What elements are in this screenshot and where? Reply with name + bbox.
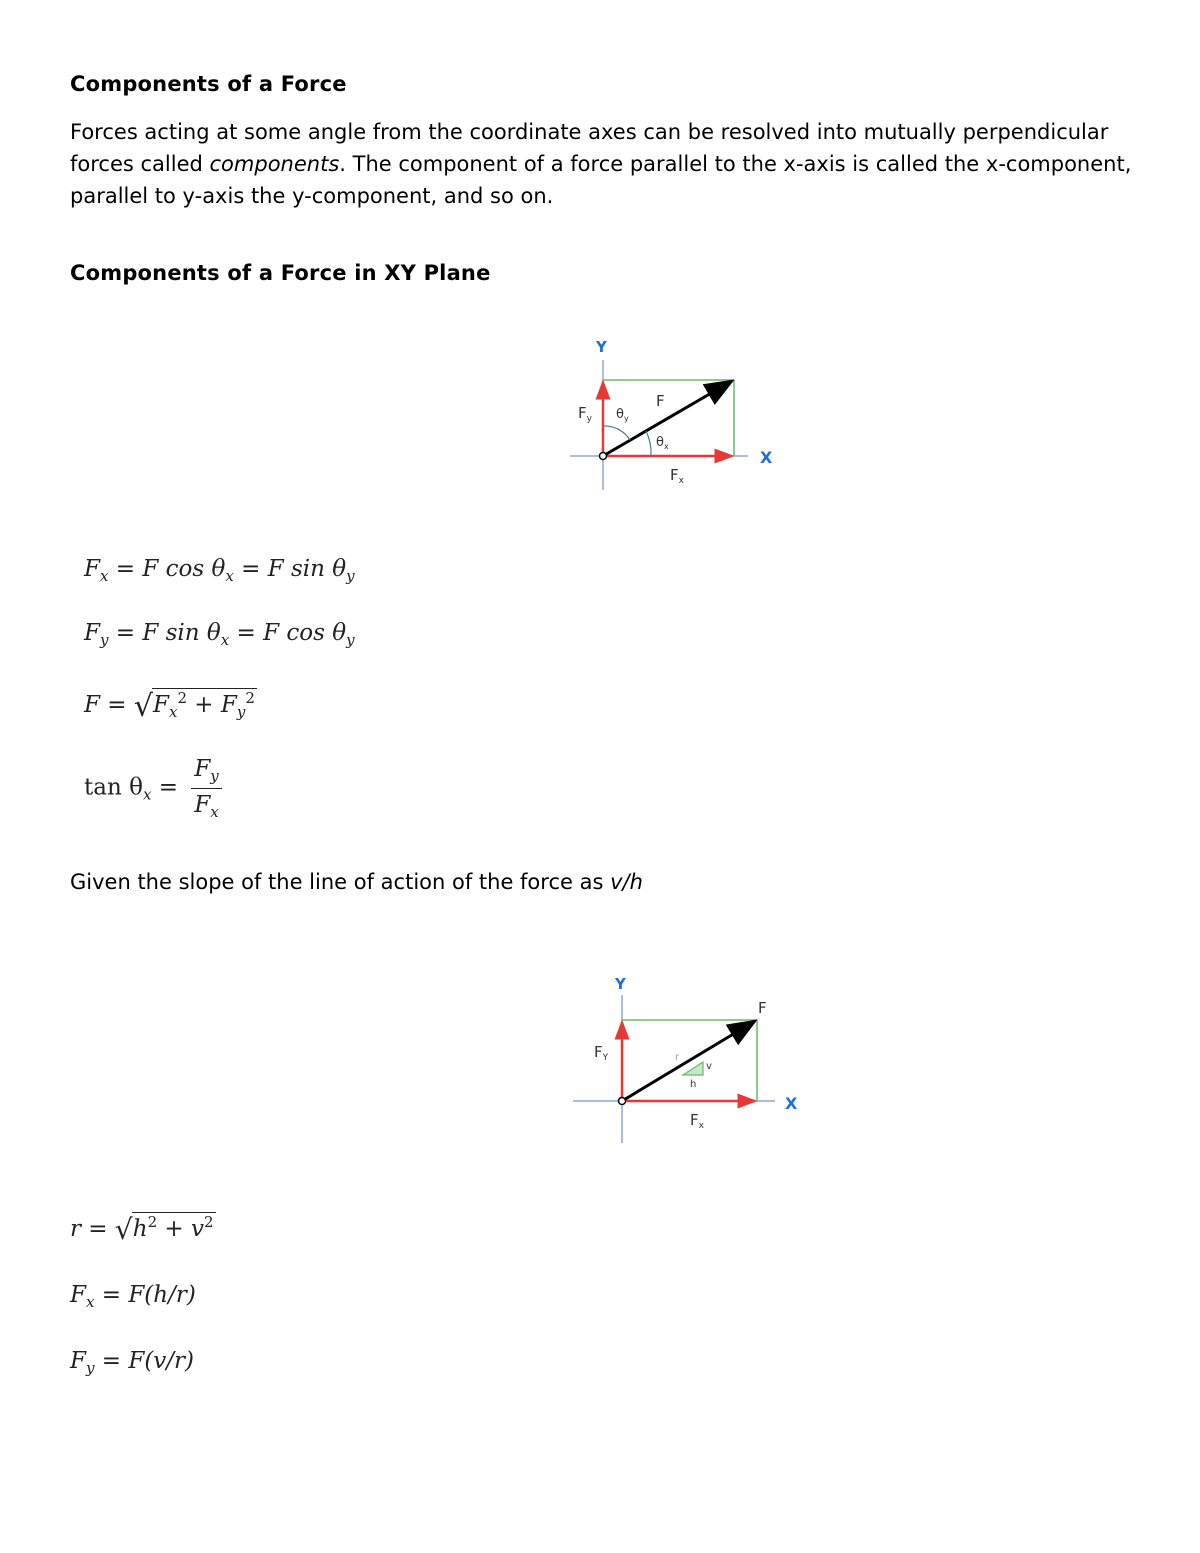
eq-sub: x bbox=[220, 631, 230, 649]
origin-point bbox=[619, 1098, 626, 1105]
eq-term: F cos θ bbox=[142, 556, 226, 582]
theta-y-main: θ bbox=[616, 407, 624, 422]
h-label: h bbox=[690, 1079, 697, 1090]
force-label: F bbox=[758, 999, 767, 1017]
fx-label-main: F bbox=[690, 1111, 699, 1129]
eq-term: F bbox=[220, 692, 237, 718]
eq-sub: y bbox=[99, 631, 109, 649]
equation-tan: $\tan \theta_x$ = $\frac{F_y}{F_x}$ bbox=[84, 756, 222, 821]
eq-sub: x bbox=[210, 803, 219, 821]
eq-term: F bbox=[70, 1348, 86, 1374]
eq-sub: y bbox=[210, 767, 219, 785]
eq-term: F bbox=[194, 756, 211, 782]
intro-text-part1: Forces acting at some angle from the coordinate axes can be resolved into mutually perpendicular forces called bbox=[70, 120, 1109, 176]
slope-ratio: v/h bbox=[610, 870, 643, 894]
eq-term: r bbox=[70, 1216, 81, 1242]
sqrt-radicand: $F_x^2 + F_y^2$ bbox=[153, 689, 255, 721]
equation-fx: $F_x = F$ $\cos \theta_x = F$ $\sin \theta_y$ bbox=[84, 556, 355, 585]
theta-x-label bbox=[656, 435, 669, 451]
intro-paragraph bbox=[70, 116, 1140, 212]
eq-term: tan θ bbox=[84, 774, 143, 801]
origin-point bbox=[600, 453, 607, 460]
eq-term: F sin θ bbox=[142, 620, 221, 646]
force-label: F bbox=[656, 392, 665, 410]
section-heading-components: Components of a Force bbox=[70, 72, 347, 96]
fy-label bbox=[594, 1043, 609, 1063]
eq-term: F(v/r) bbox=[128, 1348, 195, 1374]
fy-label-sub: y bbox=[586, 414, 592, 424]
theta-y-sub: y bbox=[623, 414, 629, 423]
theta-x-main: θ bbox=[656, 435, 664, 450]
eq-term: F bbox=[84, 692, 100, 718]
equation-magnitude: $F = √F_x^2 + F_y^2$ bbox=[84, 689, 255, 724]
x-axis-label: X bbox=[785, 1094, 798, 1113]
sqrt-symbol: √ bbox=[114, 1213, 133, 1246]
fraction-denominator bbox=[191, 789, 221, 821]
eq-sub: x bbox=[225, 567, 234, 585]
y-axis-label: Y bbox=[615, 975, 626, 993]
sqrt-symbol: √ bbox=[133, 689, 153, 724]
x-axis-label: X bbox=[760, 448, 773, 467]
fx-label-main: F bbox=[670, 466, 679, 484]
theta-x-arc bbox=[646, 431, 651, 456]
eq-term: F sin θ bbox=[267, 556, 347, 582]
intro-text-part2: . The component of a force parallel to the x-axis is called the x-component, parallel to y-axis the y-component, and so on. bbox=[70, 152, 1132, 208]
intro-italic-term: components bbox=[209, 152, 340, 176]
eq-term: v bbox=[191, 1216, 205, 1242]
r-label: r bbox=[675, 1052, 680, 1063]
fraction bbox=[191, 756, 221, 821]
eq-term: F(h/r) bbox=[128, 1282, 196, 1308]
slope-text: Given the slope of the line of action of the force as bbox=[70, 870, 611, 894]
eq-sub: x bbox=[142, 785, 152, 804]
force-arrow bbox=[622, 1021, 755, 1101]
fy-label-main: F bbox=[594, 1043, 603, 1061]
slope-force-diagram bbox=[565, 965, 815, 1150]
fy-label-main: F bbox=[578, 404, 587, 422]
eq-exp: 2 bbox=[147, 1213, 158, 1231]
fx-label-sub: x bbox=[698, 1121, 704, 1131]
v-label: v bbox=[706, 1061, 712, 1072]
theta-x-sub: x bbox=[663, 442, 669, 451]
eq-sub: y bbox=[85, 1359, 95, 1377]
eq-sub: x bbox=[99, 567, 109, 585]
eq-term: F bbox=[153, 692, 169, 718]
eq-exp: 2 bbox=[245, 689, 255, 707]
equation-fy: $F_y = F$ $\sin \theta_x = F$ $\cos \theta_y$ bbox=[84, 620, 355, 649]
eq-sub: x bbox=[85, 1293, 95, 1311]
y-axis-label: Y bbox=[596, 338, 607, 356]
fx-label bbox=[690, 1111, 705, 1131]
eq-term: F bbox=[194, 792, 211, 818]
force-components-diagram bbox=[560, 330, 790, 500]
equation-fx-slope: $F_x = F(h/r)$ bbox=[70, 1282, 196, 1311]
eq-exp: 2 bbox=[204, 1213, 214, 1231]
sqrt-radicand: $h^2 + v^2$ bbox=[132, 1213, 214, 1242]
fraction-numerator bbox=[191, 756, 221, 789]
eq-sub: y bbox=[346, 631, 355, 649]
fx-label bbox=[670, 466, 685, 486]
eq-term: F bbox=[70, 1282, 86, 1308]
fy-label bbox=[578, 404, 593, 424]
eq-sub: y bbox=[236, 703, 246, 721]
eq-term: h bbox=[132, 1216, 148, 1242]
fy-label-sub: Y bbox=[602, 1053, 609, 1063]
section-heading-xy-plane: Components of a Force in XY Plane bbox=[70, 261, 491, 285]
eq-term: F cos θ bbox=[263, 620, 347, 646]
fx-label-sub: x bbox=[678, 476, 684, 486]
eq-sub: y bbox=[346, 567, 355, 585]
eq-sub: x bbox=[168, 703, 178, 721]
slope-paragraph bbox=[70, 866, 1140, 898]
eq-term: F bbox=[84, 620, 100, 646]
equation-r: $r = √h^2 + v^2$ bbox=[70, 1213, 214, 1246]
eq-exp: 2 bbox=[177, 689, 187, 707]
eq-term: F bbox=[84, 556, 100, 582]
equation-fy-slope: $F_y = F(v/r)$ bbox=[70, 1348, 195, 1377]
theta-y-arc bbox=[603, 426, 630, 440]
theta-y-label bbox=[616, 407, 629, 423]
